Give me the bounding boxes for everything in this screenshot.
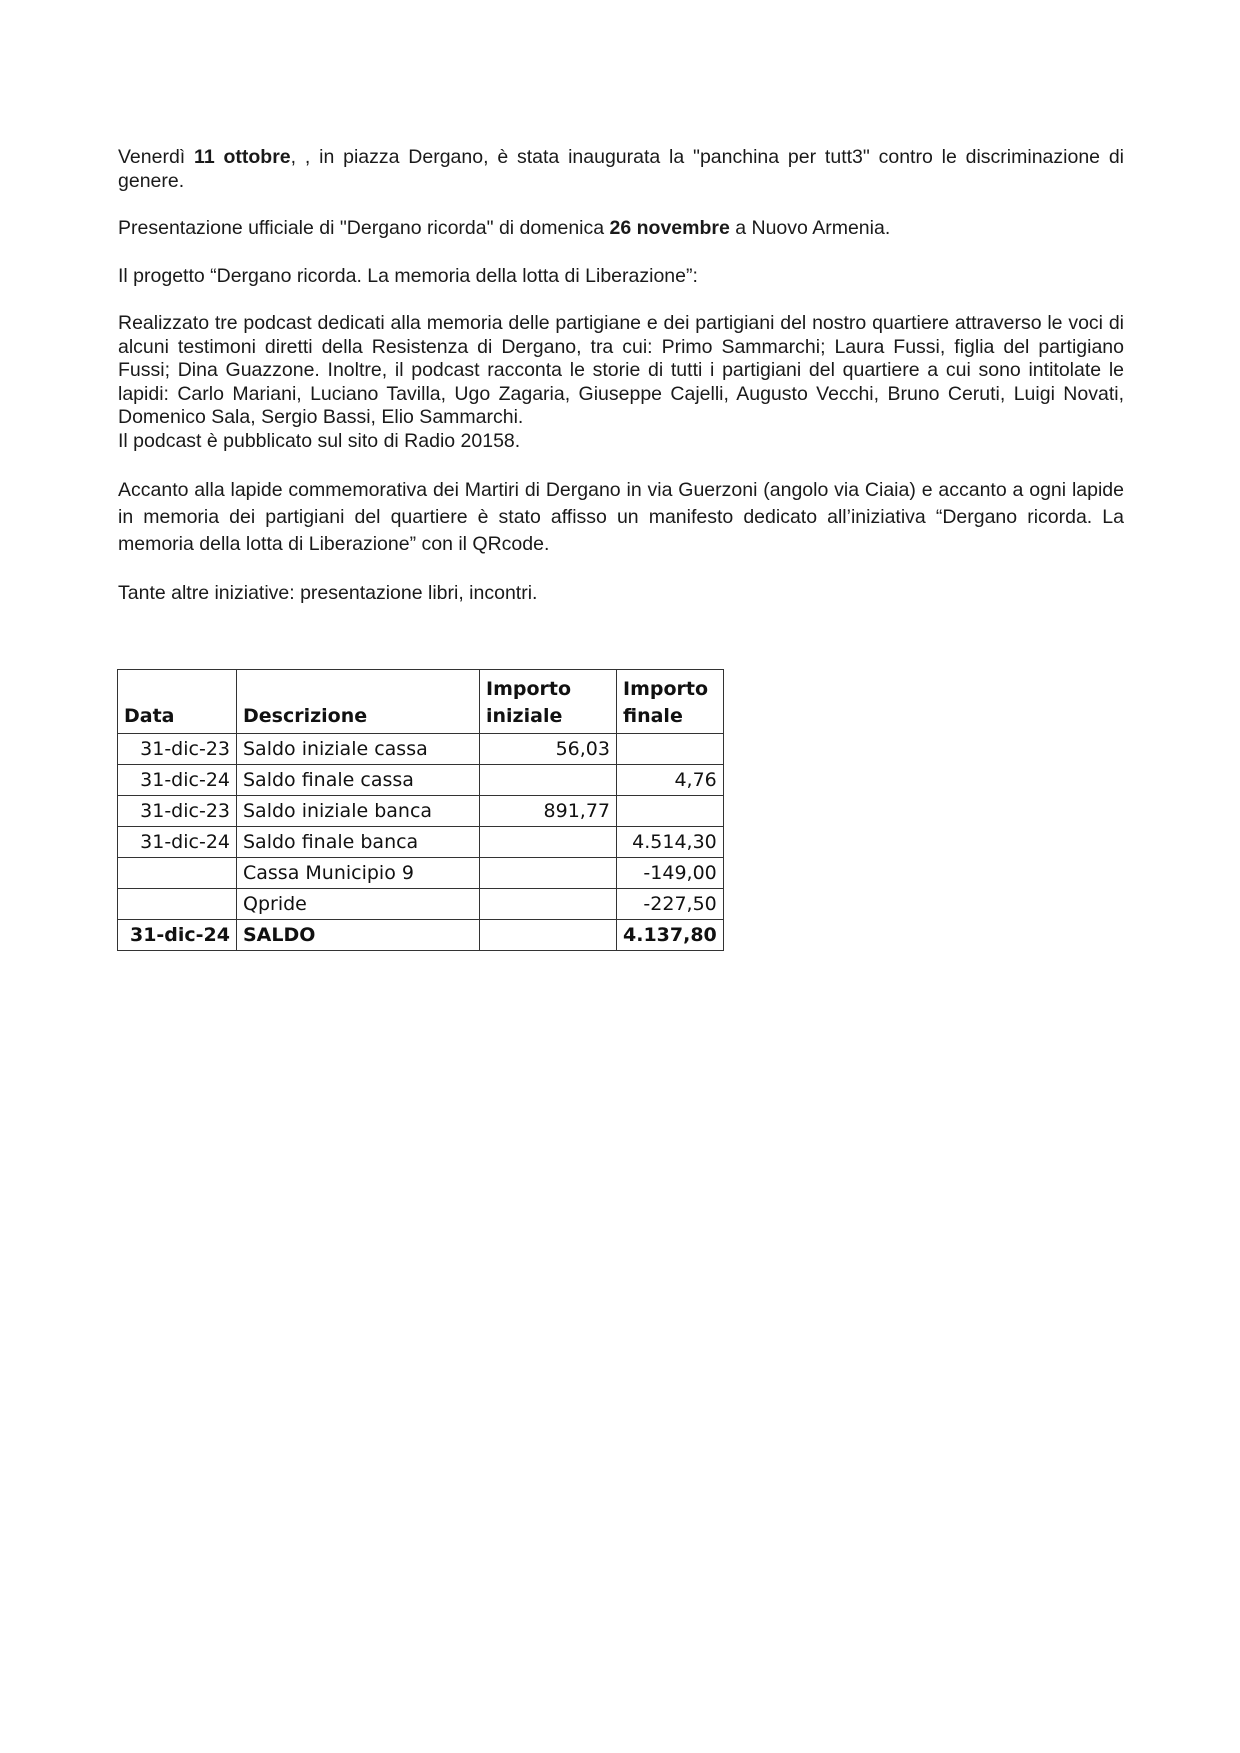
cell-date [118,889,237,920]
header-final-amount: Importo finale [617,670,724,734]
cell-initial: 56,03 [480,734,617,765]
cell-initial [480,765,617,796]
cell-final: -227,50 [617,889,724,920]
paragraph-text: a Nuovo Armenia. [729,217,891,239]
total-label: SALDO [237,920,480,951]
paragraph-project-title: Il progetto “Dergano ricorda. La memoria della lotta di Liberazione”: [118,264,698,287]
balance-table-container [117,669,724,951]
cell-initial: 891,77 [480,796,617,827]
cell-date: 31-dic-24 [118,765,237,796]
paragraph-text: Presentazione ufficiale di "Dergano ricorda" di domenica [118,217,610,239]
header-initial-amount: Importo iniziale [480,670,617,734]
table-row [118,858,724,889]
table-row [118,827,724,858]
cell-final: 4,76 [617,765,724,796]
header-description: Descrizione [237,670,480,734]
date-highlight: 11 ottobre [194,146,291,168]
balance-table [117,669,724,951]
table-row [118,765,724,796]
cell-description: Cassa Municipio 9 [237,858,480,889]
table-header-row [118,670,724,734]
cell-description: Saldo iniziale banca [237,796,480,827]
paragraph-bench-inauguration [118,146,1124,193]
paragraph-presentation [118,217,1124,241]
cell-date [118,858,237,889]
cell-initial [480,889,617,920]
total-initial [480,920,617,951]
cell-description: Saldo finale cassa [237,765,480,796]
cell-description: Saldo finale banca [237,827,480,858]
date-highlight: 26 novembre [609,217,730,239]
cell-date: 31-dic-23 [118,796,237,827]
table-row [118,889,724,920]
cell-description: Qpride [237,889,480,920]
total-date: 31-dic-24 [118,920,237,951]
paragraph-text: Venerdì [118,146,195,168]
cell-initial [480,827,617,858]
cell-initial [480,858,617,889]
cell-date: 31-dic-24 [118,827,237,858]
paragraph-podcast-publication: Il podcast è pubblicato sul sito di Radio 20158. [118,429,521,452]
total-final: 4.137,80 [617,920,724,951]
paragraph-other-initiatives: Tante altre iniziative: presentazione libri, incontri. [118,582,538,604]
table-total-row [118,920,724,951]
cell-description: Saldo iniziale cassa [237,734,480,765]
paragraph-podcast-description: Realizzato tre podcast dedicati alla memoria delle partigiane e dei partigiani del nostro quartiere attraverso le voci di alcuni testimoni diretti della Resistenza di Dergano, tra cui: Primo Sammarchi; Laura Fussi, figlia del partigiano Fussi; Dina Guazzone. Inoltre, il podcast racconta le storie di tutti i partigiani del quartiere a cui sono intitolate le lapidi: Carlo Mariani, Luciano Tavilla, Ugo Zagaria, Giuseppe Cajelli, Augusto Vecchi, Bruno Ceruti, Luigi Novati, Domenico Sala, Sergio Bassi, Elio Sammarchi. [118,312,1124,428]
paragraph-text: , , in piazza Dergano, è stata inaugurata la "panchina per tutt3" contro le discriminazione di genere. [118,146,1125,192]
header-date: Data [118,670,237,734]
body-text [118,146,1124,630]
cell-final: 4.514,30 [617,827,724,858]
paragraph-memorial-poster: Accanto alla lapide commemorativa dei Martiri di Dergano in via Guerzoni (angolo via Ciaia) e accanto a ogni lapide in memoria dei partigiani del quartiere è stato affisso un manifesto dedicato all’iniziativa “Dergano ricorda. La memoria della lotta di Liberazione” con il QRcode. [118,479,1124,555]
table-row [118,796,724,827]
cell-final [617,796,724,827]
cell-final [617,734,724,765]
cell-date: 31-dic-23 [118,734,237,765]
cell-final: -149,00 [617,858,724,889]
table-row [118,734,724,765]
